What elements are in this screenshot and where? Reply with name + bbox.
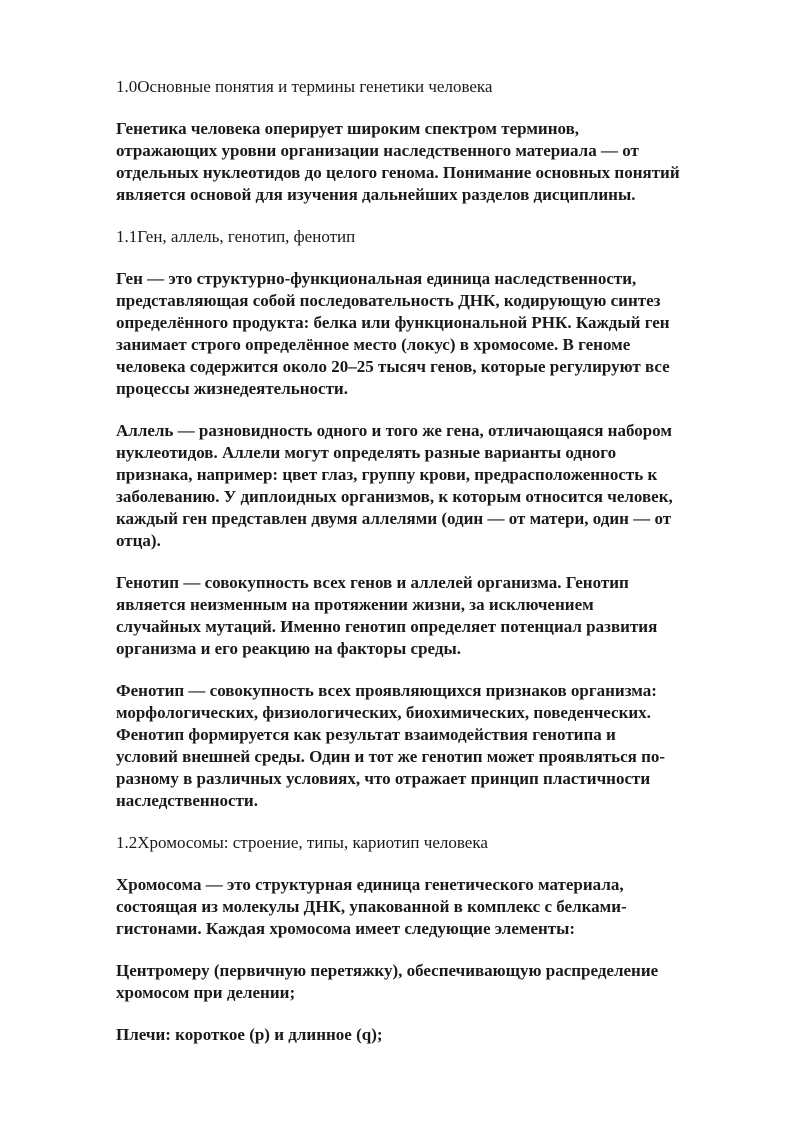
paragraph-line: нуклеотидов. Аллели могут определять разные варианты одного <box>116 443 617 462</box>
paragraph-line: морфологических, физиологических, биохимических, поведенческих. <box>116 703 651 722</box>
paragraph-line: Плечи: короткое (p) и длинное (q); <box>116 1025 383 1044</box>
paragraph-line: каждый ген представлен двумя аллелями (один — от матери, один — от <box>116 509 672 528</box>
paragraph-line: человека содержится около 20–25 тысяч генов, которые регулируют все <box>116 357 670 376</box>
document-body <box>116 76 746 1066</box>
paragraph-line: признака, например: цвет глаз, группу крови, предрасположенность к <box>116 465 658 484</box>
paragraph-line: является основой для изучения дальнейших разделов дисциплины. <box>116 185 636 204</box>
paragraph-line: представляющая собой последовательность ДНК, кодирующую синтез <box>116 291 661 310</box>
paragraph-line: заболеванию. У диплоидных организмов, к которым относится человек, <box>116 487 673 506</box>
paragraph-line: Хромосома — это структурная единица генетического материала, <box>116 875 624 894</box>
centromere-paragraph <box>116 960 746 1004</box>
section-heading-1-0 <box>116 76 746 98</box>
phenotype-paragraph <box>116 680 746 812</box>
paragraph-line: отца). <box>116 531 161 550</box>
paragraph-line: условий внешней среды. Один и тот же генотип может проявляться по- <box>116 747 666 766</box>
paragraph-line: Генетика человека оперирует широким спектром терминов, <box>116 119 580 138</box>
paragraph-line: Ген — это структурно-функциональная единица наследственности, <box>116 269 637 288</box>
paragraph-line: организма и его реакцию на факторы среды. <box>116 639 461 658</box>
gene-paragraph <box>116 268 746 400</box>
heading-text: 1.1Ген, аллель, генотип, фенотип <box>116 227 356 246</box>
paragraph-line: гистонами. Каждая хромосома имеет следующие элементы: <box>116 919 576 938</box>
section-heading-1-2 <box>116 832 746 854</box>
paragraph-line: хромосом при делении; <box>116 983 296 1002</box>
paragraph-line: Центромеру (первичную перетяжку), обеспечивающую распределение <box>116 961 659 980</box>
paragraph-line: отдельных нуклеотидов до целого генома. Понимание основных понятий <box>116 163 680 182</box>
intro-paragraph <box>116 118 746 206</box>
paragraph-line: Аллель — разновидность одного и того же гена, отличающаяся набором <box>116 421 672 440</box>
paragraph-line: состоящая из молекулы ДНК, упакованной в комплекс с белками- <box>116 897 627 916</box>
heading-text: 1.0Основные понятия и термины генетики человека <box>116 77 493 96</box>
paragraph-line: процессы жизнедеятельности. <box>116 379 348 398</box>
paragraph-line: определённого продукта: белка или функциональной РНК. Каждый ген <box>116 313 670 332</box>
allele-paragraph <box>116 420 746 552</box>
paragraph-line: является неизменным на протяжении жизни, за исключением <box>116 595 594 614</box>
paragraph-line: наследственности. <box>116 791 258 810</box>
paragraph-line: занимает строго определённое место (локус) в хромосоме. В геноме <box>116 335 631 354</box>
heading-text: 1.2Хромосомы: строение, типы, кариотип человека <box>116 833 488 852</box>
paragraph-line: отражающих уровни организации наследственного материала — от <box>116 141 639 160</box>
paragraph-line: Фенотип — совокупность всех проявляющихся признаков организма: <box>116 681 657 700</box>
chromosome-paragraph <box>116 874 746 940</box>
paragraph-line: разному в различных условиях, что отражает принцип пластичности <box>116 769 651 788</box>
genotype-paragraph <box>116 572 746 660</box>
paragraph-line: Генотип — совокупность всех генов и аллелей организма. Генотип <box>116 573 629 592</box>
paragraph-line: случайных мутаций. Именно генотип определяет потенциал развития <box>116 617 658 636</box>
section-heading-1-1 <box>116 226 746 248</box>
arms-paragraph <box>116 1024 746 1046</box>
paragraph-line: Фенотип формируется как результат взаимодействия генотипа и <box>116 725 616 744</box>
